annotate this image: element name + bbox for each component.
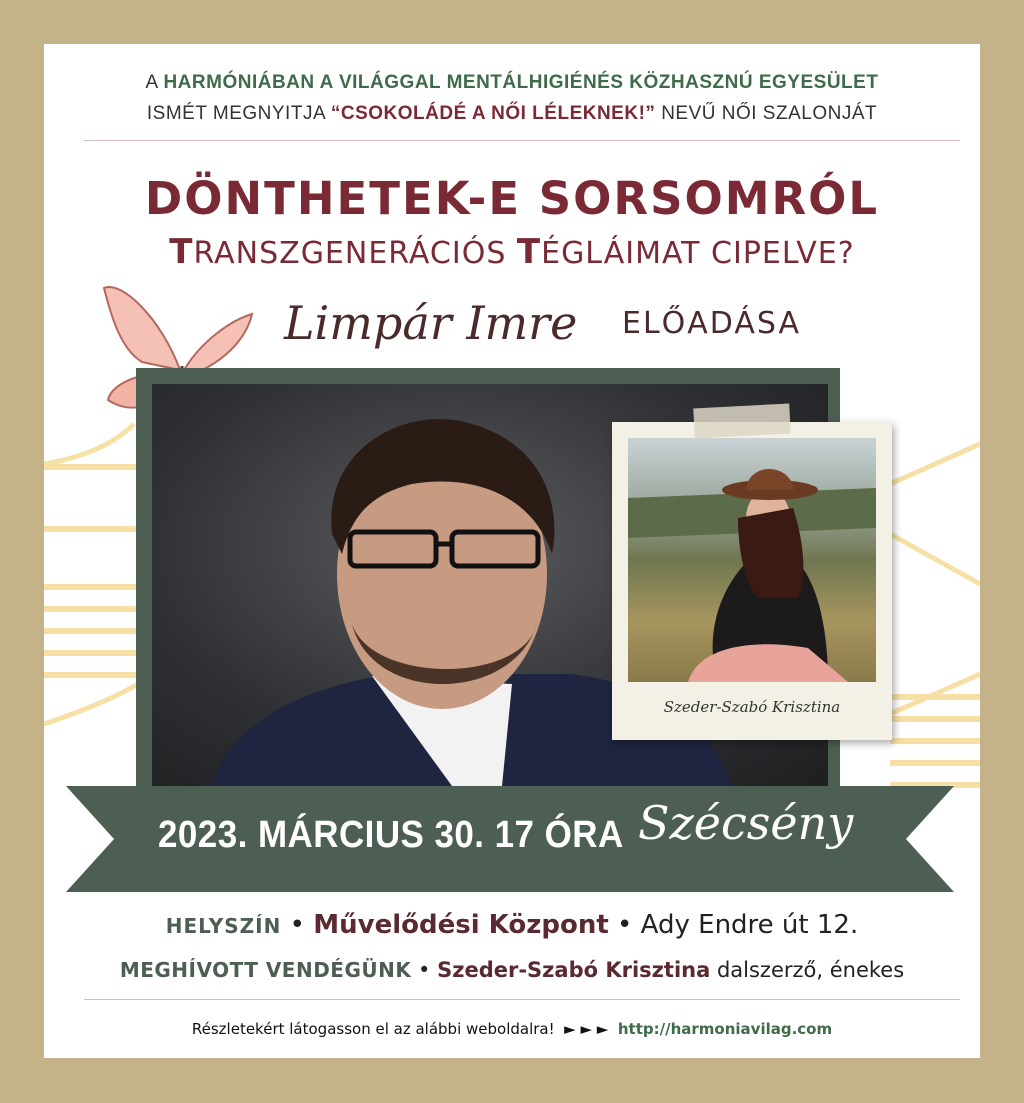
event-datetime: 2023. MÁRCIUS 30. 17 ÓRA (158, 814, 624, 856)
venue-label: HELYSZÍN (165, 914, 282, 938)
subtitle: TRANSZGENERÁCIÓS TÉGLÁIMAT CIPELVE? (169, 232, 855, 272)
guest-line (44, 958, 980, 982)
poster (44, 44, 980, 1058)
website-link[interactable]: http://harmoniavilag.com (617, 1020, 833, 1038)
bullet: • (289, 910, 305, 940)
header-suffix: NEVŰ NŐI SZALONJÁT (661, 103, 878, 124)
footer (44, 1020, 980, 1038)
venue-address: Ady Endre út 12. (640, 910, 859, 940)
guest-polaroid (612, 422, 892, 740)
main-title: DÖNTHETEK-E SORSOMRÓL (144, 172, 880, 225)
header-line-2 (44, 103, 980, 125)
event-city: Szécsény (638, 796, 854, 850)
guest-name: Szeder-Szabó Krisztina (437, 958, 711, 982)
header-prefix: A (145, 72, 158, 93)
speaker-name: Limpár Imre (284, 296, 578, 350)
arrows-icon: ► ► ► (564, 1020, 609, 1038)
header-prefix-2: ISMÉT MEGNYITJA (146, 103, 326, 124)
divider (84, 140, 960, 141)
divider (84, 999, 960, 1000)
tape-strip (693, 404, 790, 439)
guest-photo-caption: Szeder-Szabó Krisztina (663, 698, 841, 716)
guest-photo (628, 438, 876, 682)
speaker-suffix: ELŐADÁSA (622, 306, 802, 341)
guest-label: MEGHÍVOTT VENDÉGÜNK (119, 958, 412, 982)
header-line-1 (44, 72, 980, 94)
venue-line (44, 910, 980, 940)
bullet: • (617, 910, 633, 940)
bullet: • (418, 958, 431, 982)
venue-name: Művelődési Központ (313, 910, 609, 940)
organization-name: HARMÓNIÁBAN A VILÁGGAL MENTÁLHIGIÉNÉS KÖZHASZNÚ EGYESÜLET (163, 72, 879, 93)
footer-text: Részletekért látogasson el az alábbi weboldalra! (191, 1020, 555, 1038)
salon-name: “CSOKOLÁDÉ A NŐI LÉLEKNEK!” (330, 103, 656, 124)
guest-role: dalszerző, énekes (716, 958, 905, 982)
